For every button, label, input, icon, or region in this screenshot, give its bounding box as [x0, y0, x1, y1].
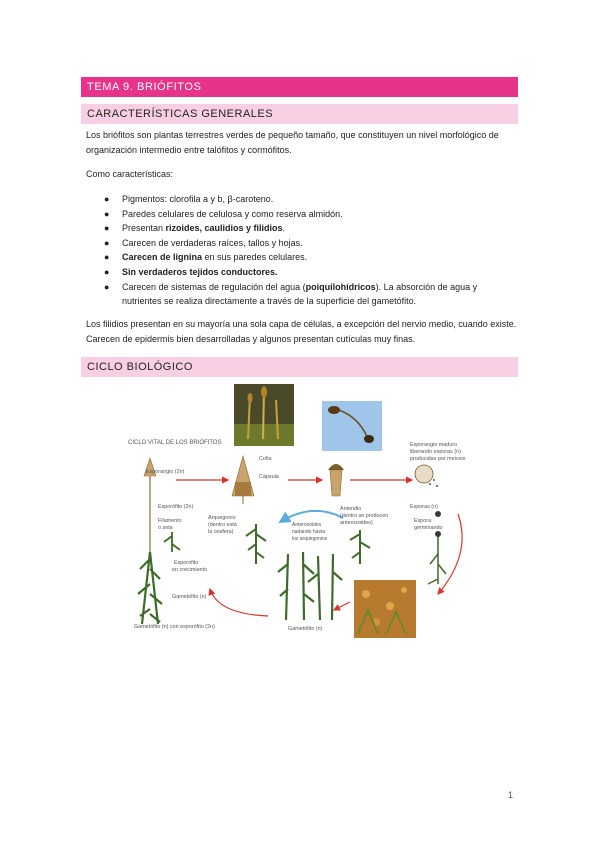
label-filamento: Filamento [158, 518, 182, 524]
list-item: ● Pigmentos: clorofila a y b, β-caroteno. [86, 192, 518, 207]
label-esporangio-maduro-3: producidas por meiosis [410, 456, 466, 462]
figure-title: CICLO VITAL DE LOS BRIÓFITOS [128, 440, 222, 446]
label-anteridio-3: anterozoides) [340, 520, 373, 526]
label-gametofito-center: Gametófito (n) [288, 626, 323, 632]
bullet-icon: ● [104, 252, 110, 263]
anterozoid-arrow [280, 511, 343, 522]
lead-text: Como características: [86, 169, 174, 179]
section-heading-caracteristicas: CARACTERÍSTICAS GENERALES [81, 104, 518, 124]
bullet-icon: ● [104, 223, 110, 234]
characteristics-list [86, 192, 518, 309]
label-esporofito: Esporófito (2n) [158, 504, 194, 510]
label-arquegonio-2: (dentro está [208, 522, 237, 528]
list-item: ● Sin verdaderos tejidos conductores. [86, 265, 518, 280]
label-esporofito-creciendo: Esporofito [174, 560, 199, 566]
label-esporangio-maduro-2: liberando esporas (n) [410, 449, 461, 455]
sporophyte-illustration [138, 458, 162, 624]
label-anteridio-2: (dentro se producen [340, 513, 389, 519]
moss-life-cycle-figure [128, 384, 498, 640]
bullet-icon: ● [104, 281, 110, 292]
label-seta: o seta [158, 525, 173, 531]
label-esporangio-maduro: Esporangio maduro [410, 442, 458, 448]
list-item: ● Carecen de sistemas de regulación del agua (poiquilohídricos). La absorción de agua y nutrientes se realiza directamente a través de la superficie del gametófito. [104, 281, 478, 307]
label-anterozoides-3: los arquegonios [292, 536, 328, 542]
cycle-arrow [334, 602, 350, 610]
label-capsula: Cápsula [259, 474, 279, 480]
calyptra-capsule-illustration [232, 456, 254, 504]
list-item: ● Paredes celulares de celulosa y como reserva almidón. [86, 207, 518, 222]
label-cofia: Cofia [259, 456, 272, 462]
bullet-icon: ● [104, 237, 110, 248]
label-arquegonio-3: la oosfera) [208, 529, 234, 535]
label-espora-germinando-2: germinando [414, 525, 443, 531]
page-number: 1 [508, 790, 514, 800]
bullet-icon: ● [104, 208, 110, 219]
label-anterozoides-2: nadando hasta [292, 529, 326, 535]
intro-paragraph: Los briófitos son plantas terrestres verdes de pequeño tamaño, que constituyen un nivel morfológico de organización intermedio entre talófitos y cormófitos. [86, 130, 499, 155]
label-espora-germinando: Espora [414, 518, 432, 524]
page-title: TEMA 9. BRIÓFITOS [81, 77, 518, 97]
label-arquegonio: Arquegonio [208, 515, 236, 521]
list-item: ● Presentan rizoides, caulidios y filidios. [86, 221, 518, 236]
cycle-arrow [210, 589, 268, 616]
label-anteridio: Anteridio [340, 506, 362, 512]
list-item: ● Carecen de verdaderas raíces, tallos y hojas. [86, 236, 518, 251]
label-esporas: Esporas (n) [410, 504, 438, 510]
open-capsule-illustration [328, 464, 344, 496]
filidios-paragraph: Los filidios presentan en su mayoría una sola capa de células, a excepción del nervio medio, cuando existe. Carecen de epidermis bien desarrolladas y algunos presentan cutículas muy finas. [86, 319, 517, 344]
capsule-photo [322, 401, 382, 451]
label-anterozoides: Anterozoides [292, 522, 322, 528]
bullet-icon: ● [104, 266, 110, 277]
section-heading-ciclo: CICLO BIOLÓGICO [81, 357, 518, 377]
list-item: ● Carecen de lignina en sus paredes celulares. [86, 250, 518, 265]
bullet-icon: ● [104, 194, 110, 204]
label-gametofito-left: Gametófito (n) [172, 594, 207, 600]
label-esporofito-creciendo-2: en crecimiento [172, 567, 208, 573]
moss-gametophyte-photo [354, 580, 416, 638]
label-esporangio: Esporangio (2n) [146, 469, 185, 475]
moss-sporophytes-photo [234, 384, 294, 446]
mature-sporangium-illustration [415, 465, 438, 487]
label-gametofito-con-esporofito: Gametófito (n) con esporófito (2n) [134, 624, 215, 630]
